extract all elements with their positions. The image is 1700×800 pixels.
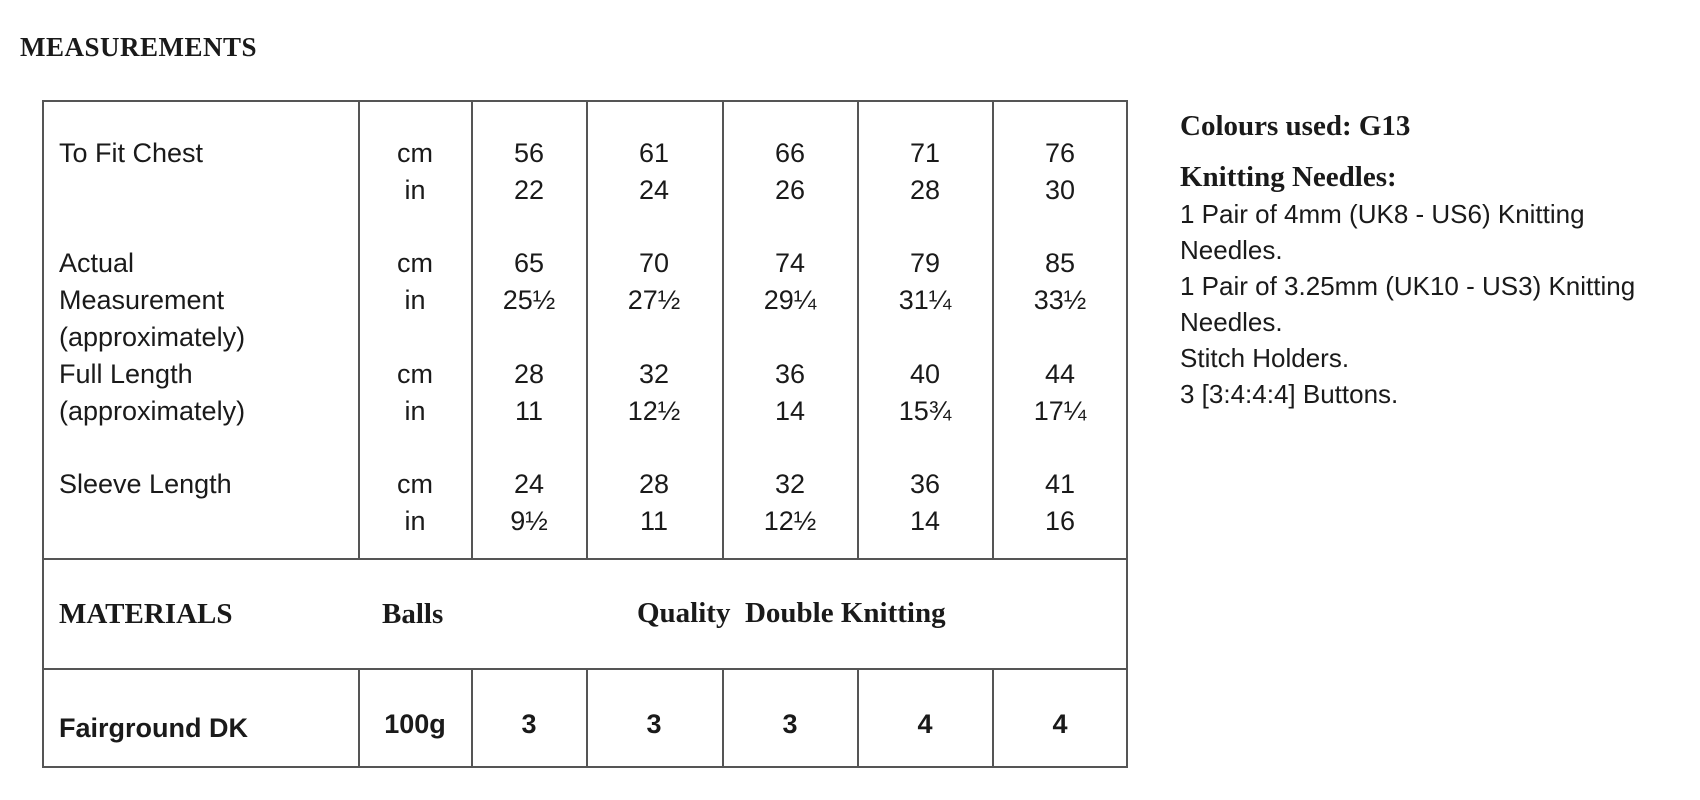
ball-count: 3 (782, 709, 798, 739)
value-in: 14 (909, 506, 941, 536)
value-cm: 65 (513, 248, 545, 278)
value-in: 25½ (502, 285, 556, 315)
col-divider-b4 (722, 668, 724, 768)
value-cm: 28 (638, 469, 670, 499)
value-cm: 70 (638, 248, 670, 278)
col-divider-4 (722, 100, 724, 559)
value-cm: 36 (774, 359, 806, 389)
value-in: 12½ (627, 396, 681, 426)
col-divider-6 (992, 100, 994, 559)
table-divider-materials (42, 558, 1128, 560)
value-cm: 28 (513, 359, 545, 389)
side-info (1180, 110, 1690, 412)
row-label: Full Length (59, 359, 193, 389)
value-in: 30 (1044, 175, 1076, 205)
value-cm: 32 (774, 469, 806, 499)
value-cm: 66 (774, 138, 806, 168)
table-border-bottom (42, 766, 1128, 768)
value-in: 24 (638, 175, 670, 205)
value-in: 29¼ (763, 285, 817, 315)
value-in: 15¾ (898, 396, 952, 426)
needles-line: 1 Pair of 4mm (UK8 - US6) Knitting (1180, 199, 1585, 229)
value-in: 17¼ (1033, 396, 1087, 426)
yarn-name: Fairground DK (59, 713, 248, 743)
value-in: 27½ (627, 285, 681, 315)
row-label: To Fit Chest (59, 138, 204, 168)
measurements-table (42, 100, 1128, 768)
table-divider-yarn (42, 668, 1128, 670)
value-cm: 71 (909, 138, 941, 168)
needles-line: 1 Pair of 3.25mm (UK10 - US3) Knitting (1180, 271, 1636, 301)
unit-in: in (404, 396, 426, 426)
row-label: Measurement (59, 285, 225, 315)
value-in: 22 (513, 175, 545, 205)
knitting-needles-title: Knitting Needles: (1180, 161, 1397, 193)
unit-in: in (404, 506, 426, 536)
value-cm: 74 (774, 248, 806, 278)
unit-cm: cm (397, 248, 433, 278)
value-in: 26 (774, 175, 806, 205)
ball-count: 4 (917, 709, 933, 739)
col-divider-b3 (586, 668, 588, 768)
unit-cm: cm (397, 138, 433, 168)
value-cm: 56 (513, 138, 545, 168)
row-label: Actual (59, 248, 135, 278)
value-in: 31¼ (898, 285, 952, 315)
ball-count: 3 (521, 709, 537, 739)
value-cm: 44 (1044, 359, 1076, 389)
row-label: (approximately) (59, 396, 246, 426)
value-in: 14 (774, 396, 806, 426)
ball-count: 4 (1052, 709, 1068, 739)
unit-cm: cm (397, 359, 433, 389)
page-heading: MEASUREMENTS (20, 32, 258, 62)
needles-line: Needles. (1180, 235, 1283, 265)
value-cm: 40 (909, 359, 941, 389)
value-cm: 61 (638, 138, 670, 168)
row-label: Sleeve Length (59, 469, 232, 499)
value-in: 33½ (1033, 285, 1087, 315)
unit-in: in (404, 285, 426, 315)
col-divider-3 (586, 100, 588, 559)
needles-line: Needles. (1180, 307, 1283, 337)
value-in: 11 (514, 396, 544, 426)
value-in: 28 (909, 175, 941, 205)
value-cm: 85 (1044, 248, 1076, 278)
value-cm: 32 (638, 359, 670, 389)
col-divider-b2 (471, 668, 473, 768)
value-cm: 36 (909, 469, 941, 499)
needles-line: 3 [3:4:4:4] Buttons. (1180, 379, 1399, 409)
balls-label: Balls (382, 598, 444, 630)
row-label: (approximately) (59, 322, 246, 352)
table-border-top (42, 100, 1128, 102)
colours-used: Colours used: G13 (1180, 110, 1411, 142)
col-divider-b1 (358, 668, 360, 768)
value-cm: 79 (909, 248, 941, 278)
value-cm: 76 (1044, 138, 1076, 168)
col-divider-5 (857, 100, 859, 559)
value-in: 16 (1044, 506, 1076, 536)
value-cm: 24 (513, 469, 545, 499)
materials-label: MATERIALS (59, 598, 233, 630)
col-divider-b6 (992, 668, 994, 768)
value-in: 11 (639, 506, 669, 536)
value-in: 9½ (510, 506, 548, 536)
col-divider-b5 (857, 668, 859, 768)
unit-in: in (404, 175, 426, 205)
needles-line: Stitch Holders. (1180, 343, 1350, 373)
col-divider-1 (358, 100, 360, 559)
value-cm: 41 (1044, 469, 1076, 499)
col-divider-2 (471, 100, 473, 559)
ball-count: 3 (646, 709, 662, 739)
unit-cm: cm (397, 469, 433, 499)
value-in: 12½ (763, 506, 817, 536)
yarn-weight: 100g (384, 709, 446, 739)
quality-label: Quality Double Knitting (637, 597, 946, 629)
